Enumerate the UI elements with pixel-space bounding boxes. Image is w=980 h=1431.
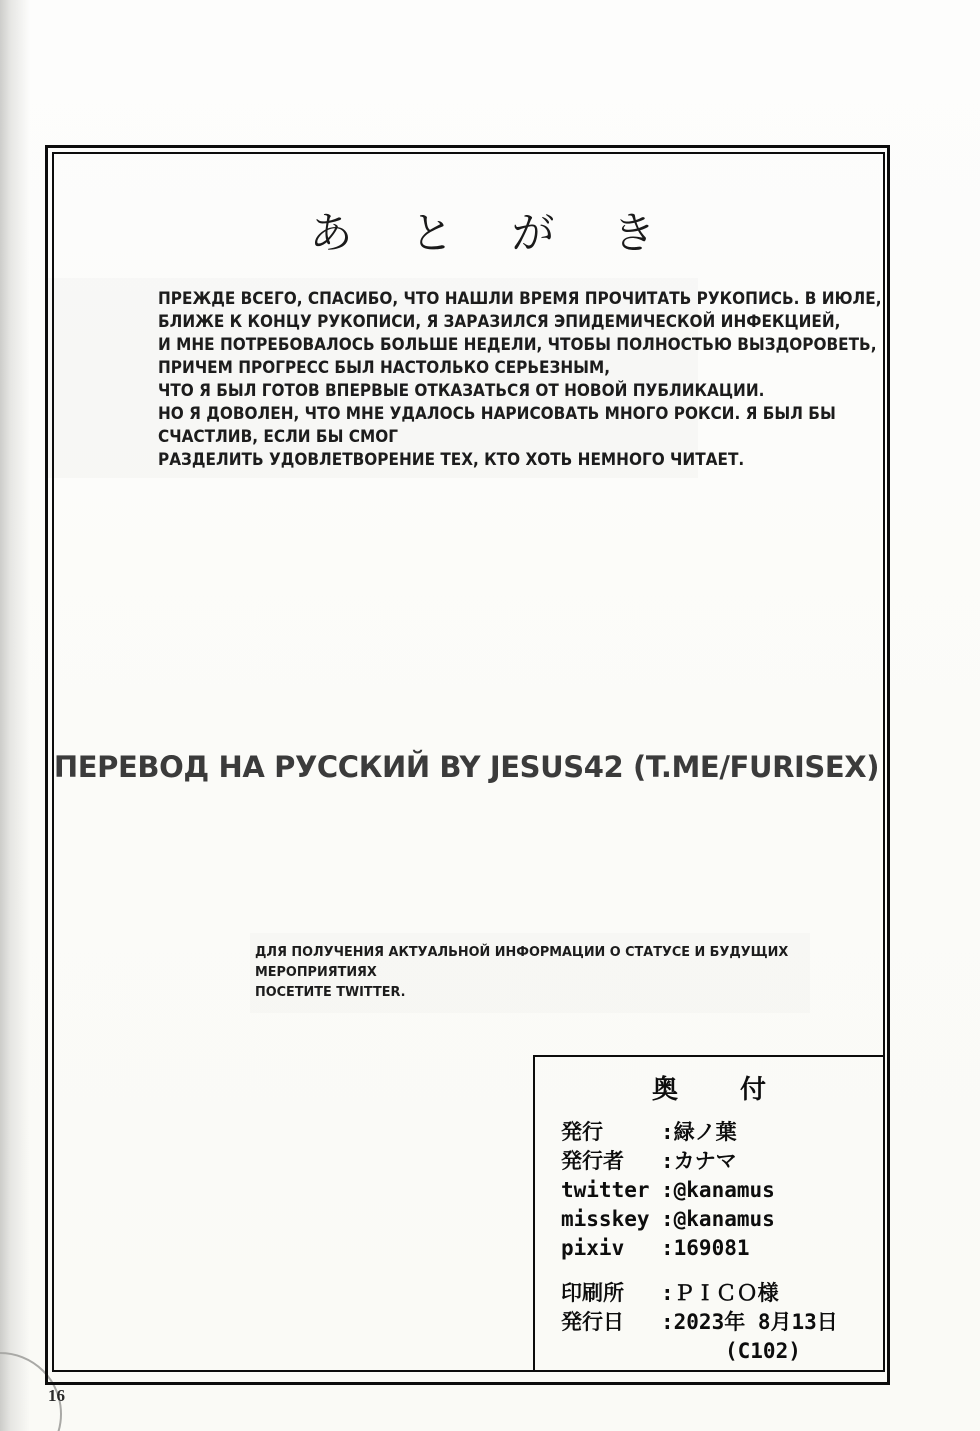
colophon-row-label: 発行日 xyxy=(561,1310,624,1334)
afterword-line: НО Я ДОВОЛЕН, ЧТО МНЕ УДАЛОСЬ НАРИСОВАТЬ МНОГО РОКСИ. Я БЫЛ БЫ xyxy=(158,404,836,424)
colophon-row-printer xyxy=(561,1279,883,1308)
afterword-line: ПРИЧЕМ ПРОГРЕСС БЫЛ НАСТОЛЬКО СЕРЬЕЗНЫМ, xyxy=(158,358,611,378)
colophon-row-label: 印刷所 xyxy=(561,1281,624,1305)
afterword-line: СЧАСТЛИВ, ЕСЛИ БЫ СМОГ xyxy=(158,427,398,447)
twitter-info-note xyxy=(255,942,788,1002)
afterword-line: ЧТО Я БЫЛ ГОТОВ ВПЕРВЫЕ ОТКАЗАТЬСЯ ОТ НОВОЙ ПУБЛИКАЦИИ. xyxy=(158,381,765,401)
colophon-row-event xyxy=(561,1337,883,1366)
colophon-row-pixiv xyxy=(561,1234,883,1263)
afterword-title: あとがき xyxy=(309,209,714,259)
colophon-row-label: misskey xyxy=(561,1207,650,1231)
colophon-row-value: (C102) xyxy=(725,1339,801,1363)
scan-left-shadow xyxy=(0,0,30,1431)
colophon-row-publish-date xyxy=(561,1308,883,1337)
translation-credit: ПЕРЕВОД НА РУССКИЙ BY JESUS42 (T.ME/FURISEX) xyxy=(53,750,880,784)
info-note-line: ДЛЯ ПОЛУЧЕНИЯ АКТУАЛЬНОЙ ИНФОРМАЦИИ О СТАТУСЕ И БУДУЩИХ xyxy=(255,944,789,960)
colophon-publication-rows xyxy=(561,1118,883,1263)
colophon-print-rows xyxy=(561,1279,883,1366)
colophon-row-label: pixiv xyxy=(561,1236,625,1260)
colophon-box xyxy=(533,1055,885,1372)
afterword-line: ПРЕЖДЕ ВСЕГО, СПАСИБО, ЧТО НАШЛИ ВРЕМЯ ПРОЧИТАТЬ РУКОПИСЬ. В ИЮЛЕ, xyxy=(158,289,882,309)
info-note-line: МЕРОПРИЯТИЯХ xyxy=(255,964,377,980)
colophon-row-twitter xyxy=(561,1176,883,1205)
afterword-line: БЛИЖЕ К КОНЦУ РУКОПИСИ, Я ЗАРАЗИЛСЯ ЭПИДЕМИЧЕСКОЙ ИНФЕКЦИЕЙ, xyxy=(158,312,841,332)
colophon-row-author xyxy=(561,1147,883,1176)
colophon-row-value: :カナマ xyxy=(661,1149,737,1173)
colophon-row-value: :緑ノ葉 xyxy=(661,1120,737,1144)
colophon-row-label xyxy=(561,1337,661,1366)
colophon-row-value: :ＰＩＣＯ様 xyxy=(661,1281,779,1305)
afterword-line: И МНЕ ПОТРЕБОВАЛОСЬ БОЛЬШЕ НЕДЕЛИ, ЧТОБЫ ПОЛНОСТЬЮ ВЫЗДОРОВЕТЬ, xyxy=(158,335,877,355)
page-number: 16 xyxy=(48,1386,65,1405)
colophon-row-label: 発行者 xyxy=(561,1149,624,1173)
colophon-row-label: 発行 xyxy=(561,1120,603,1144)
info-note-line: ПОСЕТИТЕ TWITTER. xyxy=(255,984,406,1000)
colophon-row-misskey xyxy=(561,1205,883,1234)
afterword-paragraph xyxy=(158,288,882,472)
colophon-row-publisher xyxy=(561,1118,883,1147)
colophon-title: 奥 付 xyxy=(651,1075,784,1105)
colophon-row-value: :169081 xyxy=(661,1236,750,1260)
colophon-row-value: :@kanamus xyxy=(661,1178,775,1202)
colophon-row-value: :2023年 8月13日 xyxy=(661,1310,838,1334)
colophon-row-value: :@kanamus xyxy=(661,1207,775,1231)
colophon-row-label: twitter xyxy=(561,1178,650,1202)
afterword-line: РАЗДЕЛИТЬ УДОВЛЕТВОРЕНИЕ ТЕХ, КТО ХОТЬ НЕМНОГО ЧИТАЕТ. xyxy=(158,450,745,470)
